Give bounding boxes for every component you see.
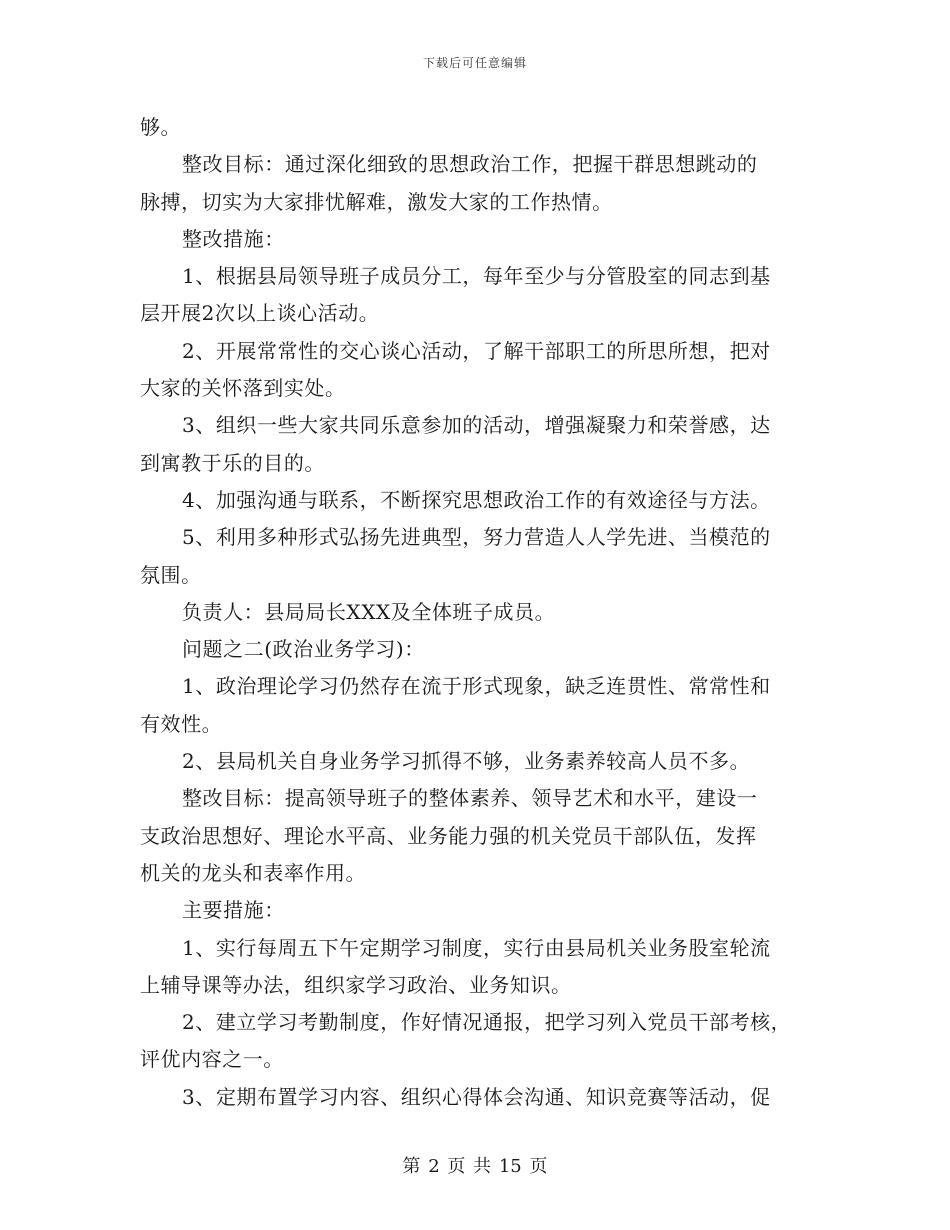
document-body — [140, 109, 812, 1116]
text-line: 大家的关怀落到实处。 — [140, 376, 346, 401]
text-line: 问题之二(政治业务学习)： — [182, 637, 425, 662]
text-line: 层开展2次以上谈心活动。 — [140, 301, 380, 326]
text-line: 3、定期布置学习内容、组织心得体会沟通、知识竞赛等活动，促 — [182, 1084, 771, 1109]
text-line: 氛围。 — [140, 562, 202, 587]
text-line: 整改目标：提高领导班子的整体素养、领导艺术和水平，建设一 — [182, 786, 758, 811]
text-line: 到寓教于乐的目的。 — [140, 450, 325, 475]
text-line: 机关的龙头和表率作用。 — [140, 860, 367, 885]
text-line: 2、开展常常性的交心谈心活动，了解干部职工的所思所想，把对 — [182, 338, 771, 363]
text-line: 3、组织一些大家共同乐意参加的活动，增强凝聚力和荣誉感，达 — [182, 413, 771, 438]
text-line: 1、政治理论学习仍然存在流于形式现象，缺乏连贯性、常常性和 — [182, 674, 771, 699]
text-line: 有效性。 — [140, 711, 223, 736]
text-line: 评优内容之一。 — [140, 1047, 284, 1072]
text-line: 脉搏，切实为大家排忧解难，激发大家的工作热情。 — [140, 189, 613, 214]
page-footer: 第 2 页 共 15 页 — [402, 1156, 548, 1177]
text-line: 1、根据县局领导班子成员分工，每年至少与分管股室的同志到基 — [182, 264, 771, 289]
text-line: 整改措施： — [182, 226, 285, 251]
text-line: 上辅导课等办法，组织家学习政治、业务知识。 — [140, 972, 572, 997]
text-line: 5、利用多种形式弘扬先进典型，努力营造人人学先进、当模范的 — [182, 525, 771, 550]
page-header: 下载后可任意编辑 — [422, 56, 527, 70]
text-line: 负责人：县局局长XXX及全体班子成员。 — [182, 599, 556, 624]
text-line: 2、建立学习考勤制度，作好情况通报，把学习列入党员干部考核， — [182, 1010, 792, 1035]
text-line: 主要措施： — [182, 898, 285, 923]
text-line: 2、县局机关自身业务学习抓得不够，业务素养较高人员不多。 — [182, 749, 751, 774]
text-line: 4、加强沟通与联系，不断探究思想政治工作的有效途径与方法。 — [182, 487, 771, 512]
text-line: 1、实行每周五下午定期学习制度，实行由县局机关业务股室轮流 — [182, 935, 771, 960]
text-line: 够。 — [140, 115, 182, 139]
text-line: 整改目标：通过深化细致的思想政治工作，把握干群思想跳动的 — [182, 152, 758, 177]
text-line: 支政治思想好、理论水平高、业务能力强的机关党员干部队伍，发挥 — [140, 823, 757, 848]
